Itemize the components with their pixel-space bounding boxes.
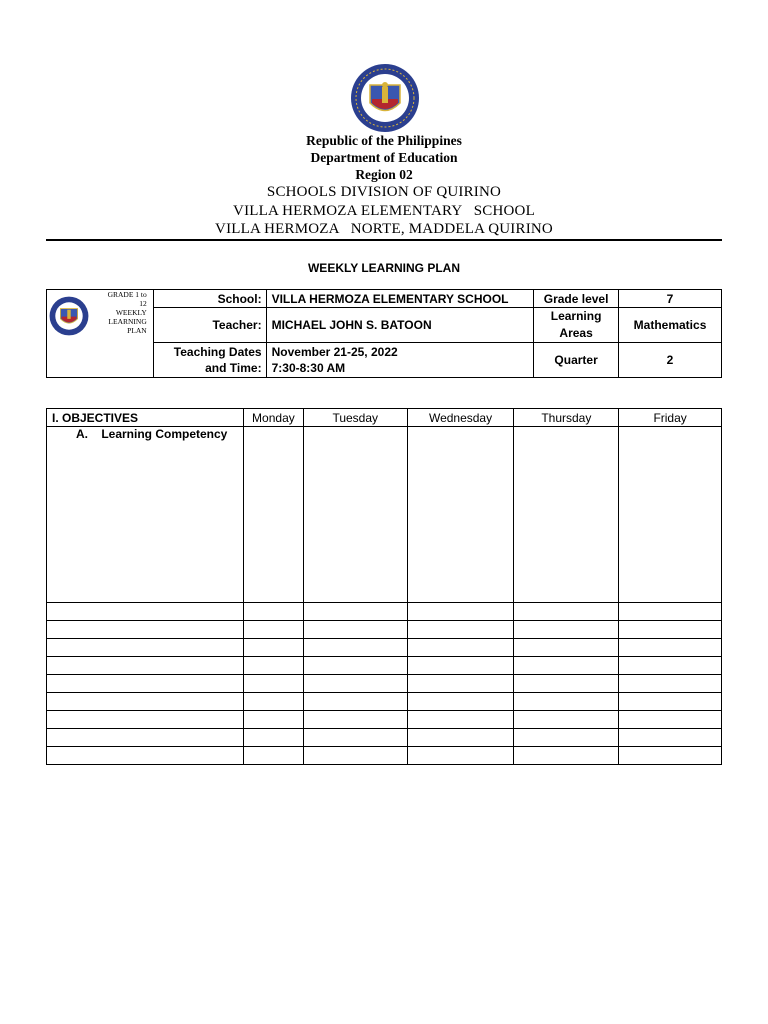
teacher-label: Teacher: [153,308,266,343]
logo-cell [47,290,154,378]
day-monday: Monday [243,409,303,427]
table-row [47,711,722,729]
day-thursday: Thursday [514,409,619,427]
competency-thursday-cell[interactable] [514,427,619,603]
dates-value: November 21-25, 2022 7:30-8:30 AM [266,343,534,378]
competency-friday-cell[interactable] [619,427,722,603]
department-line: Department of Education [310,150,458,165]
areas-value: Mathematics [619,308,722,343]
table-row [47,747,722,765]
deped-seal-icon [350,63,420,133]
day-friday: Friday [619,409,722,427]
table-row [47,729,722,747]
table-row [47,693,722,711]
dates-label: Teaching Dates and Time: [153,343,266,378]
info-table [46,289,722,378]
competency-wednesday-cell[interactable] [407,427,514,603]
deped-seal-small-icon [49,296,89,336]
competency-tuesday-cell[interactable] [303,427,407,603]
objectives-table [46,408,722,765]
day-tuesday: Tuesday [303,409,407,427]
table-row [47,603,722,621]
logo-text: GRADE 1 to 12 WEEKLY LEARNING PLAN [107,290,147,335]
plan-title: WEEKLY LEARNING PLAN [307,261,460,275]
table-row [47,639,722,657]
learning-competency-label: A. Learning Competency [47,427,244,603]
competency-monday-cell[interactable] [243,427,303,603]
quarter-label: Quarter [534,343,619,378]
quarter-value: 2 [619,343,722,378]
address-line: VILLA HERMOZA NORTE, MADDELA QUIRINO [215,221,553,237]
school-label: School: [153,290,266,308]
grade-label: Grade level [534,290,619,308]
table-row [47,657,722,675]
objectives-heading: I. OBJECTIVES [47,409,244,427]
grade-value: 7 [619,290,722,308]
table-row [47,621,722,639]
header-divider [46,239,722,241]
areas-label: Learning Areas [534,308,619,343]
division-line: SCHOOLS DIVISION OF QUIRINO [266,184,502,200]
school-value: VILLA HERMOZA ELEMENTARY SCHOOL [266,290,534,308]
table-row [47,675,722,693]
teacher-value: MICHAEL JOHN S. BATOON [266,308,534,343]
republic-line: Republic of the Philippines [306,133,462,148]
school-line: VILLA HERMOZA ELEMENTARY SCHOOL [233,203,535,219]
day-wednesday: Wednesday [407,409,514,427]
region-line: Region 02 [355,167,413,182]
